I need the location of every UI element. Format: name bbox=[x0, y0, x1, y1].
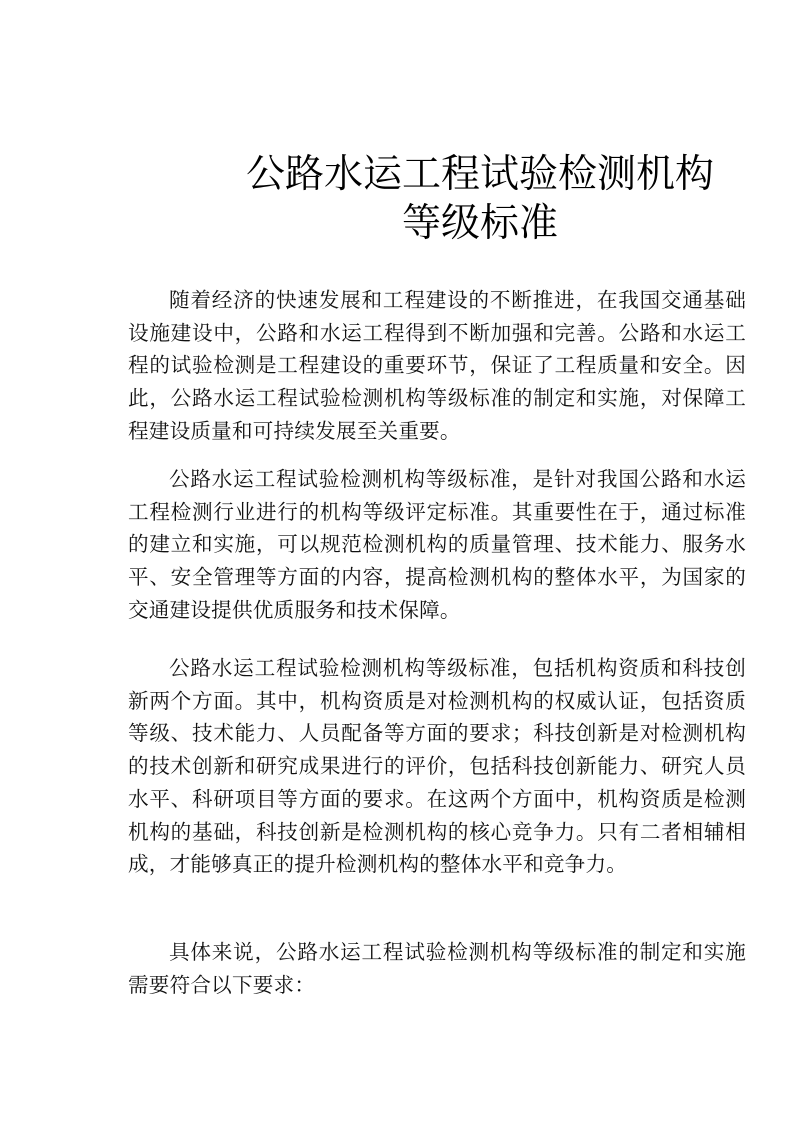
body-paragraph-1: 随着经济的快速发展和工程建设的不断推进，在我国交通基础设施建设中，公路和水运工程得到不断加强和完善。公路和水运工程的试验检测是工程建设的重要环节，保证了工程质量和安全。因此，公路水运工程试验检测机构等级标准的制定和实施，对保障工程建设质量和可持续发展至关重要。 bbox=[128, 288, 746, 443]
document-title-line-2: 等级标准 bbox=[401, 201, 558, 246]
body-paragraph-4: 具体来说，公路水运工程试验检测机构等级标准的制定和实施需要符合以下要求： bbox=[128, 940, 746, 997]
body-paragraph-2: 公路水运工程试验检测机构等级标准，是针对我国公路和水运工程检测行业进行的机构等级评定标准。其重要性在于，通过标准的建立和实施，可以规范检测机构的质量管理、技术能力、服务水平、安全管理等方面的内容，提高检测机构的整体水平，为国家的交通建设提供优质服务和技术保障。 bbox=[128, 467, 746, 622]
document-title-line-1: 公路水运工程试验检测机构 bbox=[245, 152, 714, 197]
body-paragraph-3: 公路水运工程试验检测机构等级标准，包括机构资质和科技创新两个方面。其中，机构资质是对检测机构的权威认证，包括资质等级、技术能力、人员配备等方面的要求；科技创新是对检测机构的技术创新和研究成果进行的评价，包括科技创新能力、研究人员水平、科研项目等方面的要求。在这两个方面中，机构资质是检测机构的基础，科技创新是检测机构的核心竞争力。只有二者相辅相成，才能够真正的提升检测机构的整体水平和竞争力。 bbox=[128, 656, 746, 877]
